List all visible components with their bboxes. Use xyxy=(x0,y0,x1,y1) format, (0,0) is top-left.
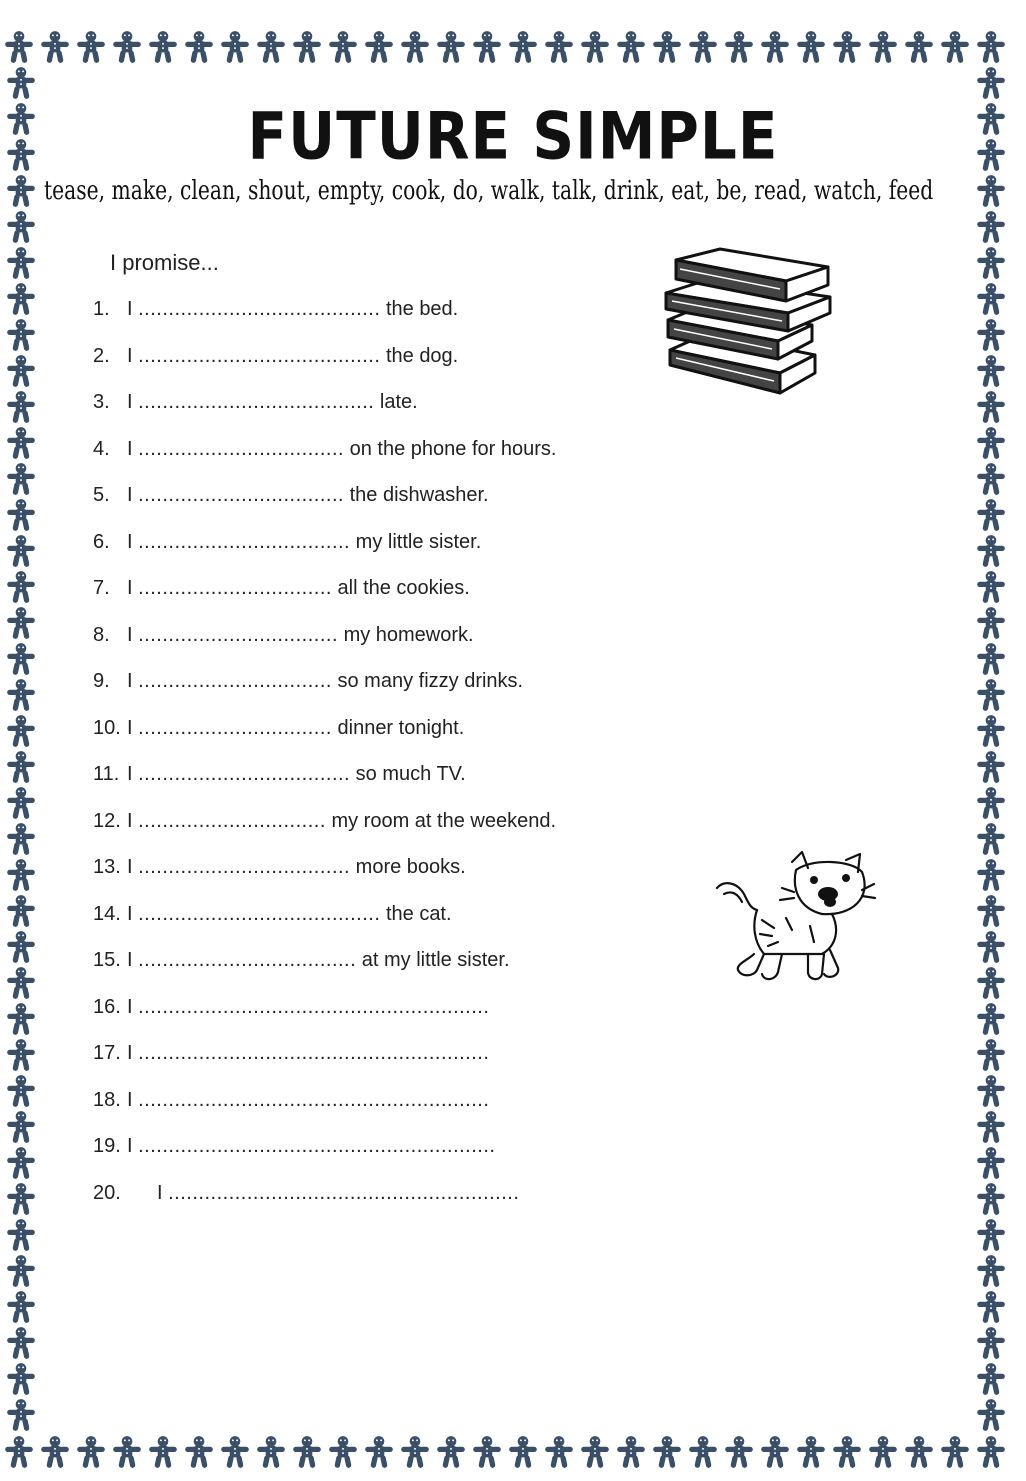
answer-blank[interactable]: ................................... xyxy=(138,856,351,878)
item-number: 9. xyxy=(93,670,110,692)
answer-blank[interactable]: ........................................ xyxy=(138,344,381,367)
exercise-item xyxy=(93,1042,489,1065)
item-number: 2. xyxy=(93,344,110,367)
item-sentence-end: late. xyxy=(379,391,418,413)
item-number: 17. xyxy=(93,1042,121,1064)
exercise-item xyxy=(93,856,466,879)
exercise-item xyxy=(93,577,470,600)
verb-list: tease, make, clean, shout, empty, cook, do, walk, talk, drink, eat, be, read, watch, feed xyxy=(44,176,934,206)
item-subject: I xyxy=(127,902,133,925)
page-title: FUTURE SIMPLE xyxy=(247,98,779,175)
item-number: 1. xyxy=(93,298,110,320)
item-sentence-end: the dishwasher. xyxy=(349,484,489,506)
item-sentence-end: my little sister. xyxy=(355,530,482,553)
item-number: 14. xyxy=(93,902,121,925)
item-subject: I xyxy=(127,670,133,692)
item-sentence-end: the cat. xyxy=(385,902,452,925)
item-number: 6. xyxy=(93,530,110,553)
item-sentence-end: the bed. xyxy=(385,298,459,320)
intro-text: I promise... xyxy=(110,250,219,275)
item-sentence-end: dinner tonight. xyxy=(337,716,465,739)
exercise-item xyxy=(93,391,418,414)
item-sentence-end: all the cookies. xyxy=(337,577,470,599)
answer-blank[interactable]: ................................ xyxy=(138,670,332,692)
exercise-item xyxy=(93,949,510,972)
answer-blank[interactable]: .................................... xyxy=(138,949,357,971)
item-number: 5. xyxy=(93,484,110,506)
item-subject: I xyxy=(127,856,133,878)
exercise-item xyxy=(93,1135,495,1158)
answer-blank[interactable]: ....................................... xyxy=(138,391,375,413)
item-number: 19. xyxy=(93,1135,121,1157)
item-subject: I xyxy=(127,995,133,1018)
exercise-item xyxy=(93,484,489,507)
item-number: 4. xyxy=(93,437,110,460)
item-subject: I xyxy=(127,1135,133,1157)
exercise-item xyxy=(93,1089,489,1112)
item-number: 18. xyxy=(93,1088,121,1111)
exercise-item xyxy=(93,903,452,926)
item-sentence-end: my room at the weekend. xyxy=(331,809,557,832)
answer-blank[interactable]: ................................. xyxy=(138,623,338,646)
answer-blank[interactable]: .......................................................... xyxy=(168,1181,520,1204)
stack-of-books-icon xyxy=(660,245,840,415)
exercise-item xyxy=(93,531,481,554)
item-number: 11. xyxy=(93,763,120,785)
answer-blank[interactable]: .......................................................... xyxy=(138,1042,490,1064)
item-number: 20. xyxy=(93,1181,121,1204)
item-subject: I xyxy=(127,1088,133,1111)
item-subject: I xyxy=(127,623,133,646)
item-sentence-end: more books. xyxy=(355,856,466,878)
exercise-item xyxy=(93,996,489,1019)
item-subject: I xyxy=(127,809,133,832)
item-number: 3. xyxy=(93,391,110,413)
item-number: 16. xyxy=(93,995,121,1018)
answer-blank[interactable]: ........................................ xyxy=(138,298,381,320)
item-number: 8. xyxy=(93,623,110,646)
item-number: 10. xyxy=(93,716,121,739)
answer-blank[interactable]: ........................................................... xyxy=(138,1135,496,1157)
item-sentence-end: so much TV. xyxy=(355,763,466,785)
item-subject: I xyxy=(127,716,133,739)
item-subject: I xyxy=(127,530,133,553)
answer-blank[interactable]: .................................. xyxy=(138,437,345,460)
exercise-item xyxy=(93,810,556,833)
item-subject: I xyxy=(127,391,133,413)
item-number: 13. xyxy=(93,856,121,878)
item-subject: I xyxy=(127,577,133,599)
item-subject: I xyxy=(127,1042,133,1064)
exercise-item xyxy=(93,717,464,740)
item-subject: I xyxy=(127,298,133,320)
item-sentence-end: the dog. xyxy=(385,344,459,367)
answer-blank[interactable]: .......................................................... xyxy=(138,1088,490,1111)
answer-blank[interactable]: ........................................ xyxy=(138,902,381,925)
exercise-item xyxy=(93,670,523,693)
cat-cartoon-icon xyxy=(712,850,877,990)
item-number: 12. xyxy=(93,809,121,832)
item-subject: I xyxy=(127,949,133,971)
item-subject: I xyxy=(127,763,133,785)
exercise-item xyxy=(93,298,458,321)
item-number: 7. xyxy=(93,577,110,599)
answer-blank[interactable]: .................................. xyxy=(138,484,345,506)
answer-blank[interactable]: ................................... xyxy=(138,530,351,553)
item-sentence-end: so many fizzy drinks. xyxy=(337,670,524,692)
answer-blank[interactable]: ................................ xyxy=(138,577,332,599)
exercise-item xyxy=(93,763,466,786)
item-subject: I xyxy=(127,344,133,367)
exercise-item xyxy=(93,1182,519,1205)
item-sentence-end: at my little sister. xyxy=(361,949,510,971)
item-sentence-end: on the phone for hours. xyxy=(349,437,557,460)
item-subject: I xyxy=(127,484,133,506)
exercise-item xyxy=(93,345,458,368)
answer-blank[interactable]: ............................... xyxy=(138,809,326,832)
item-subject: I xyxy=(127,437,133,460)
exercise-item xyxy=(93,438,556,461)
item-subject: I xyxy=(157,1181,163,1204)
exercise-item xyxy=(93,624,474,647)
item-sentence-end: my homework. xyxy=(343,623,474,646)
item-number: 15. xyxy=(93,949,121,971)
answer-blank[interactable]: ................................ xyxy=(138,716,332,739)
answer-blank[interactable]: .......................................................... xyxy=(138,995,490,1018)
answer-blank[interactable]: ................................... xyxy=(138,763,351,785)
